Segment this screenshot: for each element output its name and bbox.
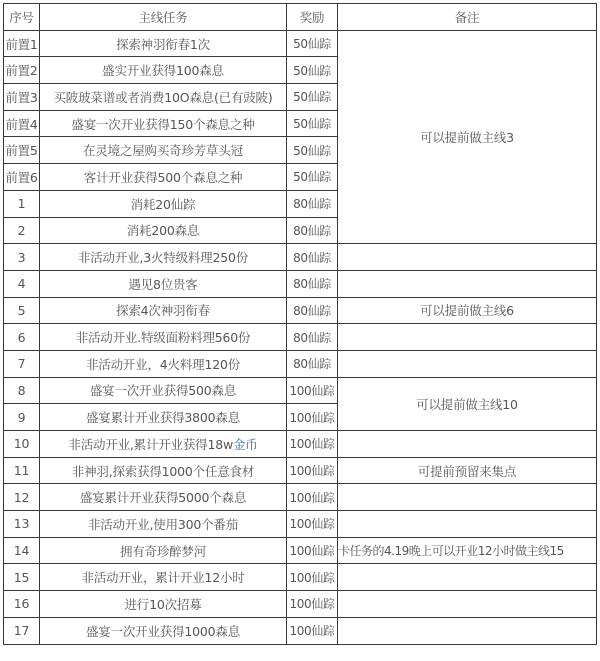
row-task: 盛宴一次开业获得1000森息 [40, 617, 287, 644]
row-task [40, 431, 287, 458]
table-row [4, 511, 597, 538]
table-header-row [4, 4, 597, 31]
gold-coin-link[interactable]: 金币 [233, 436, 258, 452]
table-row [4, 591, 597, 618]
row-task: 非活动开业，4火料理120份 [40, 350, 287, 377]
row-reward: 80仙踪 [287, 324, 338, 351]
row-no: 前置3 [4, 84, 40, 111]
row-no: 3 [4, 244, 40, 271]
row-no: 10 [4, 431, 40, 458]
row-task: 消耗200森息 [40, 217, 287, 244]
table-row [4, 350, 597, 377]
row-task: 非活动开业.特级面粉料理560份 [40, 324, 287, 351]
row-no: 1 [4, 190, 40, 217]
row-task-text: 非活动开业,累计开业获得18w [68, 436, 233, 452]
row-no: 11 [4, 457, 40, 484]
row-reward: 100仙踪 [287, 564, 338, 591]
row-task: 盛实开业获得100森息 [40, 57, 287, 84]
row-reward: 50仙踪 [287, 137, 338, 164]
row-task: 进行10次招募 [40, 591, 287, 618]
row-task: 非活动开业,3火特级料理250份 [40, 244, 287, 271]
table-row [4, 431, 597, 458]
row-note: 卡任务的4.19晚上可以开业12小时做主线15 [338, 537, 597, 564]
row-reward: 50仙踪 [287, 84, 338, 111]
row-reward: 80仙踪 [287, 350, 338, 377]
row-task: 非活动开业，累计开业12小时 [40, 564, 287, 591]
row-task: 拥有奇珍醉梦河 [40, 537, 287, 564]
row-note [338, 484, 597, 511]
row-reward: 100仙踪 [287, 484, 338, 511]
row-reward: 50仙踪 [287, 110, 338, 137]
row-no: 14 [4, 537, 40, 564]
row-note: 可以提前做主线6 [338, 297, 597, 324]
row-no: 前置4 [4, 110, 40, 137]
header-reward: 奖励 [287, 4, 338, 31]
table-row [4, 297, 597, 324]
table-row [4, 484, 597, 511]
row-reward: 100仙踪 [287, 431, 338, 458]
row-no: 前置2 [4, 57, 40, 84]
row-note [338, 511, 597, 538]
row-no: 2 [4, 217, 40, 244]
row-note [338, 431, 597, 458]
row-task: 非活动开业,使用300个番茄 [40, 511, 287, 538]
main-quest-table [3, 3, 597, 645]
row-reward: 50仙踪 [287, 164, 338, 191]
row-no: 5 [4, 297, 40, 324]
row-reward: 80仙踪 [287, 270, 338, 297]
row-no: 9 [4, 404, 40, 431]
header-no: 序号 [4, 4, 40, 31]
row-reward: 80仙踪 [287, 190, 338, 217]
row-note: 可提前预留来集点 [338, 457, 597, 484]
row-no: 13 [4, 511, 40, 538]
table-row [4, 564, 597, 591]
table-row [4, 537, 597, 564]
row-reward: 50仙踪 [287, 57, 338, 84]
row-task: 在灵境之屋购买奇珍芳草头冠 [40, 137, 287, 164]
row-note [338, 617, 597, 644]
row-note [338, 591, 597, 618]
row-reward: 50仙踪 [287, 30, 338, 57]
table-row [4, 457, 597, 484]
row-task: 消耗20仙踪 [40, 190, 287, 217]
table-row [4, 324, 597, 351]
row-task: 非神羽,探索获得1000个任意食材 [40, 457, 287, 484]
row-task: 遇见8位贵客 [40, 270, 287, 297]
header-task: 主线任务 [40, 4, 287, 31]
row-no: 8 [4, 377, 40, 404]
table-row [4, 617, 597, 644]
row-reward: 100仙踪 [287, 404, 338, 431]
row-reward: 100仙踪 [287, 377, 338, 404]
header-note: 备注 [338, 4, 597, 31]
row-task: 客计开业获得500个森息之种 [40, 164, 287, 191]
table-row [4, 270, 597, 297]
row-task: 盛宴累计开业获得5000个森息 [40, 484, 287, 511]
row-task: 盛宴一次开业获得150个森息之种 [40, 110, 287, 137]
row-task: 买陂玻菜谱或者消费10O森息(已有豉陂) [40, 84, 287, 111]
row-no: 前置5 [4, 137, 40, 164]
row-no: 16 [4, 591, 40, 618]
row-reward: 80仙踪 [287, 244, 338, 271]
row-note [338, 324, 597, 351]
row-no: 15 [4, 564, 40, 591]
row-task: 盛宴一次开业获得500森息 [40, 377, 287, 404]
row-no: 7 [4, 350, 40, 377]
row-reward: 80仙踪 [287, 217, 338, 244]
table-row [4, 244, 597, 271]
row-task: 探索4次神羽衔春 [40, 297, 287, 324]
row-reward: 80仙踪 [287, 297, 338, 324]
row-reward: 100仙踪 [287, 511, 338, 538]
row-note [338, 270, 597, 297]
row-no: 17 [4, 617, 40, 644]
row-reward: 100仙踪 [287, 591, 338, 618]
row-no: 12 [4, 484, 40, 511]
row-note: 可以提前做主线3 [338, 30, 597, 244]
quest-table-container [3, 3, 597, 645]
row-note [338, 564, 597, 591]
row-note [338, 350, 597, 377]
row-reward: 100仙踪 [287, 457, 338, 484]
row-no: 前置1 [4, 30, 40, 57]
row-no: 4 [4, 270, 40, 297]
row-reward: 100仙踪 [287, 617, 338, 644]
row-note [338, 244, 597, 271]
table-row [4, 377, 597, 404]
row-reward: 100仙踪 [287, 537, 338, 564]
row-no: 前置6 [4, 164, 40, 191]
row-task: 探索神羽衔春1次 [40, 30, 287, 57]
row-note: 可以提前做主线10 [338, 377, 597, 430]
row-task: 盛宴累计开业获得3800森息 [40, 404, 287, 431]
table-row [4, 30, 597, 57]
row-no: 6 [4, 324, 40, 351]
